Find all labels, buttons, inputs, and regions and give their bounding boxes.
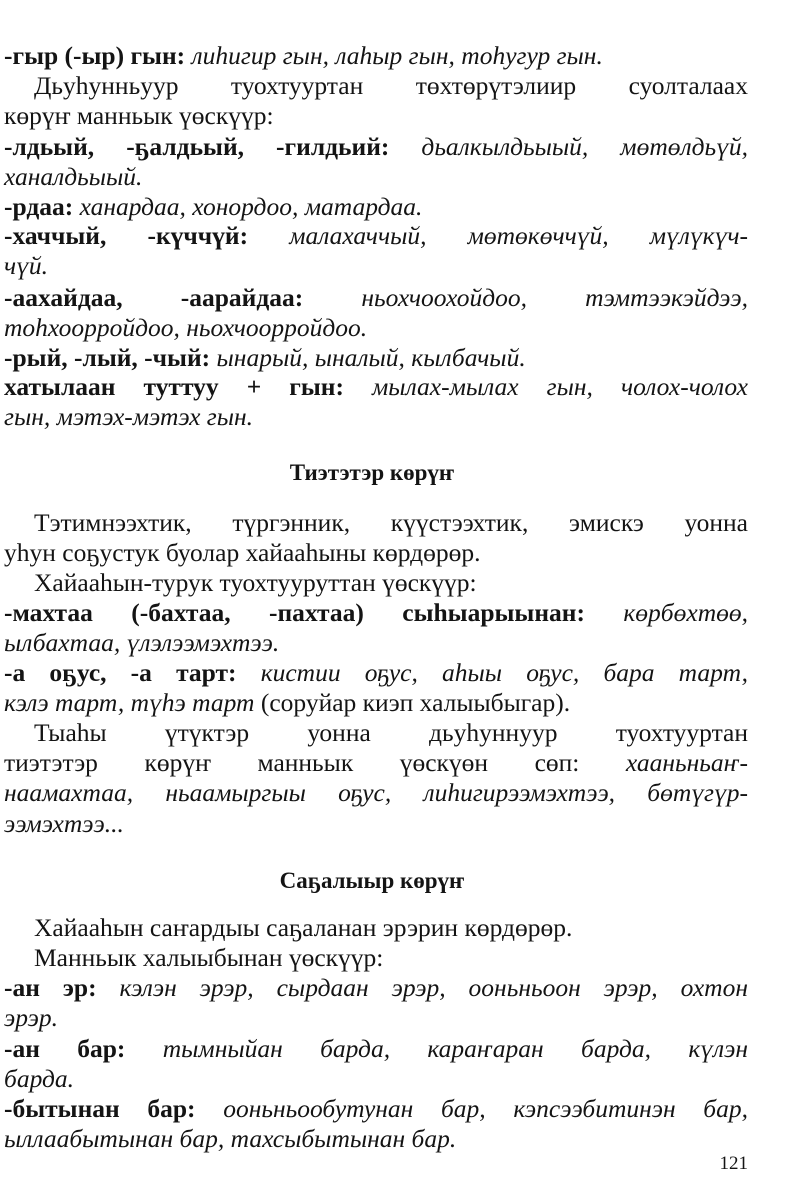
section-heading: Саҕалыыр көрүҥ (279, 868, 465, 893)
text-line: Дьуһунньуур туохтууртан төхтөрүтэлиир суолталаах (34, 71, 748, 100)
text-line: ханалдьыый. (4, 162, 143, 191)
text-line: кэлэ тарт, түһэ тарт (соруйар киэп халыыбыгар). (4, 688, 571, 717)
text-line: -аахайдаа, -аарайдаа: ньохчоохойдоо, тэмтээкэйдээ, (4, 283, 748, 312)
text-line: Тэтимнээхтик, түргэнник, күүстээхтик, эмискэ уонна (34, 508, 748, 537)
text-line: -гыр (-ыр) гын: лиһигир гын, лаһыр гын, тоһугур гын. (4, 41, 603, 70)
text-line: хатылаан туттуу + гын: мылах-мылах гын, чолох-чолох (4, 372, 748, 401)
text-line: ыллаабытынан бар, тахсыбытынан бар. (4, 1124, 457, 1153)
section-heading: Тиэтэтэр көрүҥ (289, 460, 455, 485)
text-line: -махтаа (-бахтаа, -пахтаа) сыһыарыынан: көрбөхтөө, (4, 598, 748, 627)
text-line: ылбахтаа, үлэлээмэхтээ. (4, 628, 280, 657)
text-line: -рый, -лый, -чый: ынарый, ыналый, кылбачый. (4, 343, 526, 372)
text-line: -а оҕус, -а тарт: кистии оҕус, аһыы оҕус, бара тарт, (4, 658, 748, 687)
text-line: Хайааһын-турук туохтууруттан үөскүүр: (34, 568, 477, 597)
text-line: Хайааһын саҥардыы саҕаланан эрэрин көрдөрөр. (34, 913, 573, 942)
text-line: -хаччый, -күччүй: малахаччый, мөтөкөччүй, мүлүкүч- (4, 221, 748, 250)
text-line: чүй. (4, 251, 49, 280)
text-line: наамахтаа, ньаамыргыы оҕус, лиһигирээмэхтээ, бөтүгүр- (4, 778, 748, 807)
text-line: тоһхоорройдоо, ньохчоорройдоо. (4, 313, 368, 342)
text-line: -рдаа: ханардаа, хонордоо, матардаа. (4, 192, 423, 221)
text-line: эрэр. (4, 1003, 59, 1032)
text-line: уһун соҕустук буолар хайааһыны көрдөрөр. (4, 538, 481, 567)
text-line: көрүҥ манньык үөскүүр: (4, 101, 274, 130)
text-line: гын, мэтэх-мэтэх гын. (4, 402, 254, 431)
text-line: Тыаһы үтүктэр уонна дьуһуннуур туохтууртан (34, 718, 748, 747)
text-line: барда. (4, 1064, 75, 1093)
text-line: тиэтэтэр көрүҥ манньык үөскүөн сөп: хааньньаҥ- (4, 748, 748, 777)
text-line: -ан эр: кэлэн эрэр, сырдаан эрэр, ооньньоон эрэр, охтон (4, 973, 748, 1002)
text-line: -ан бар: тымныйан барда, караҥаран барда, күлэн (4, 1034, 749, 1063)
page-number: 121 (719, 1153, 748, 1174)
text-line: ээмэхтээ... (4, 809, 124, 838)
text-line: Манньык халыыбынан үөскүүр: (34, 943, 384, 972)
text-line: -бытынан бар: ооньньообутунан бар, кэпсээбитинэн бар, (4, 1094, 749, 1123)
text-line: -лдьый, -ҕалдьый, -гилдьий: дьалкылдьыый, мөтөлдьүй, (4, 132, 748, 161)
